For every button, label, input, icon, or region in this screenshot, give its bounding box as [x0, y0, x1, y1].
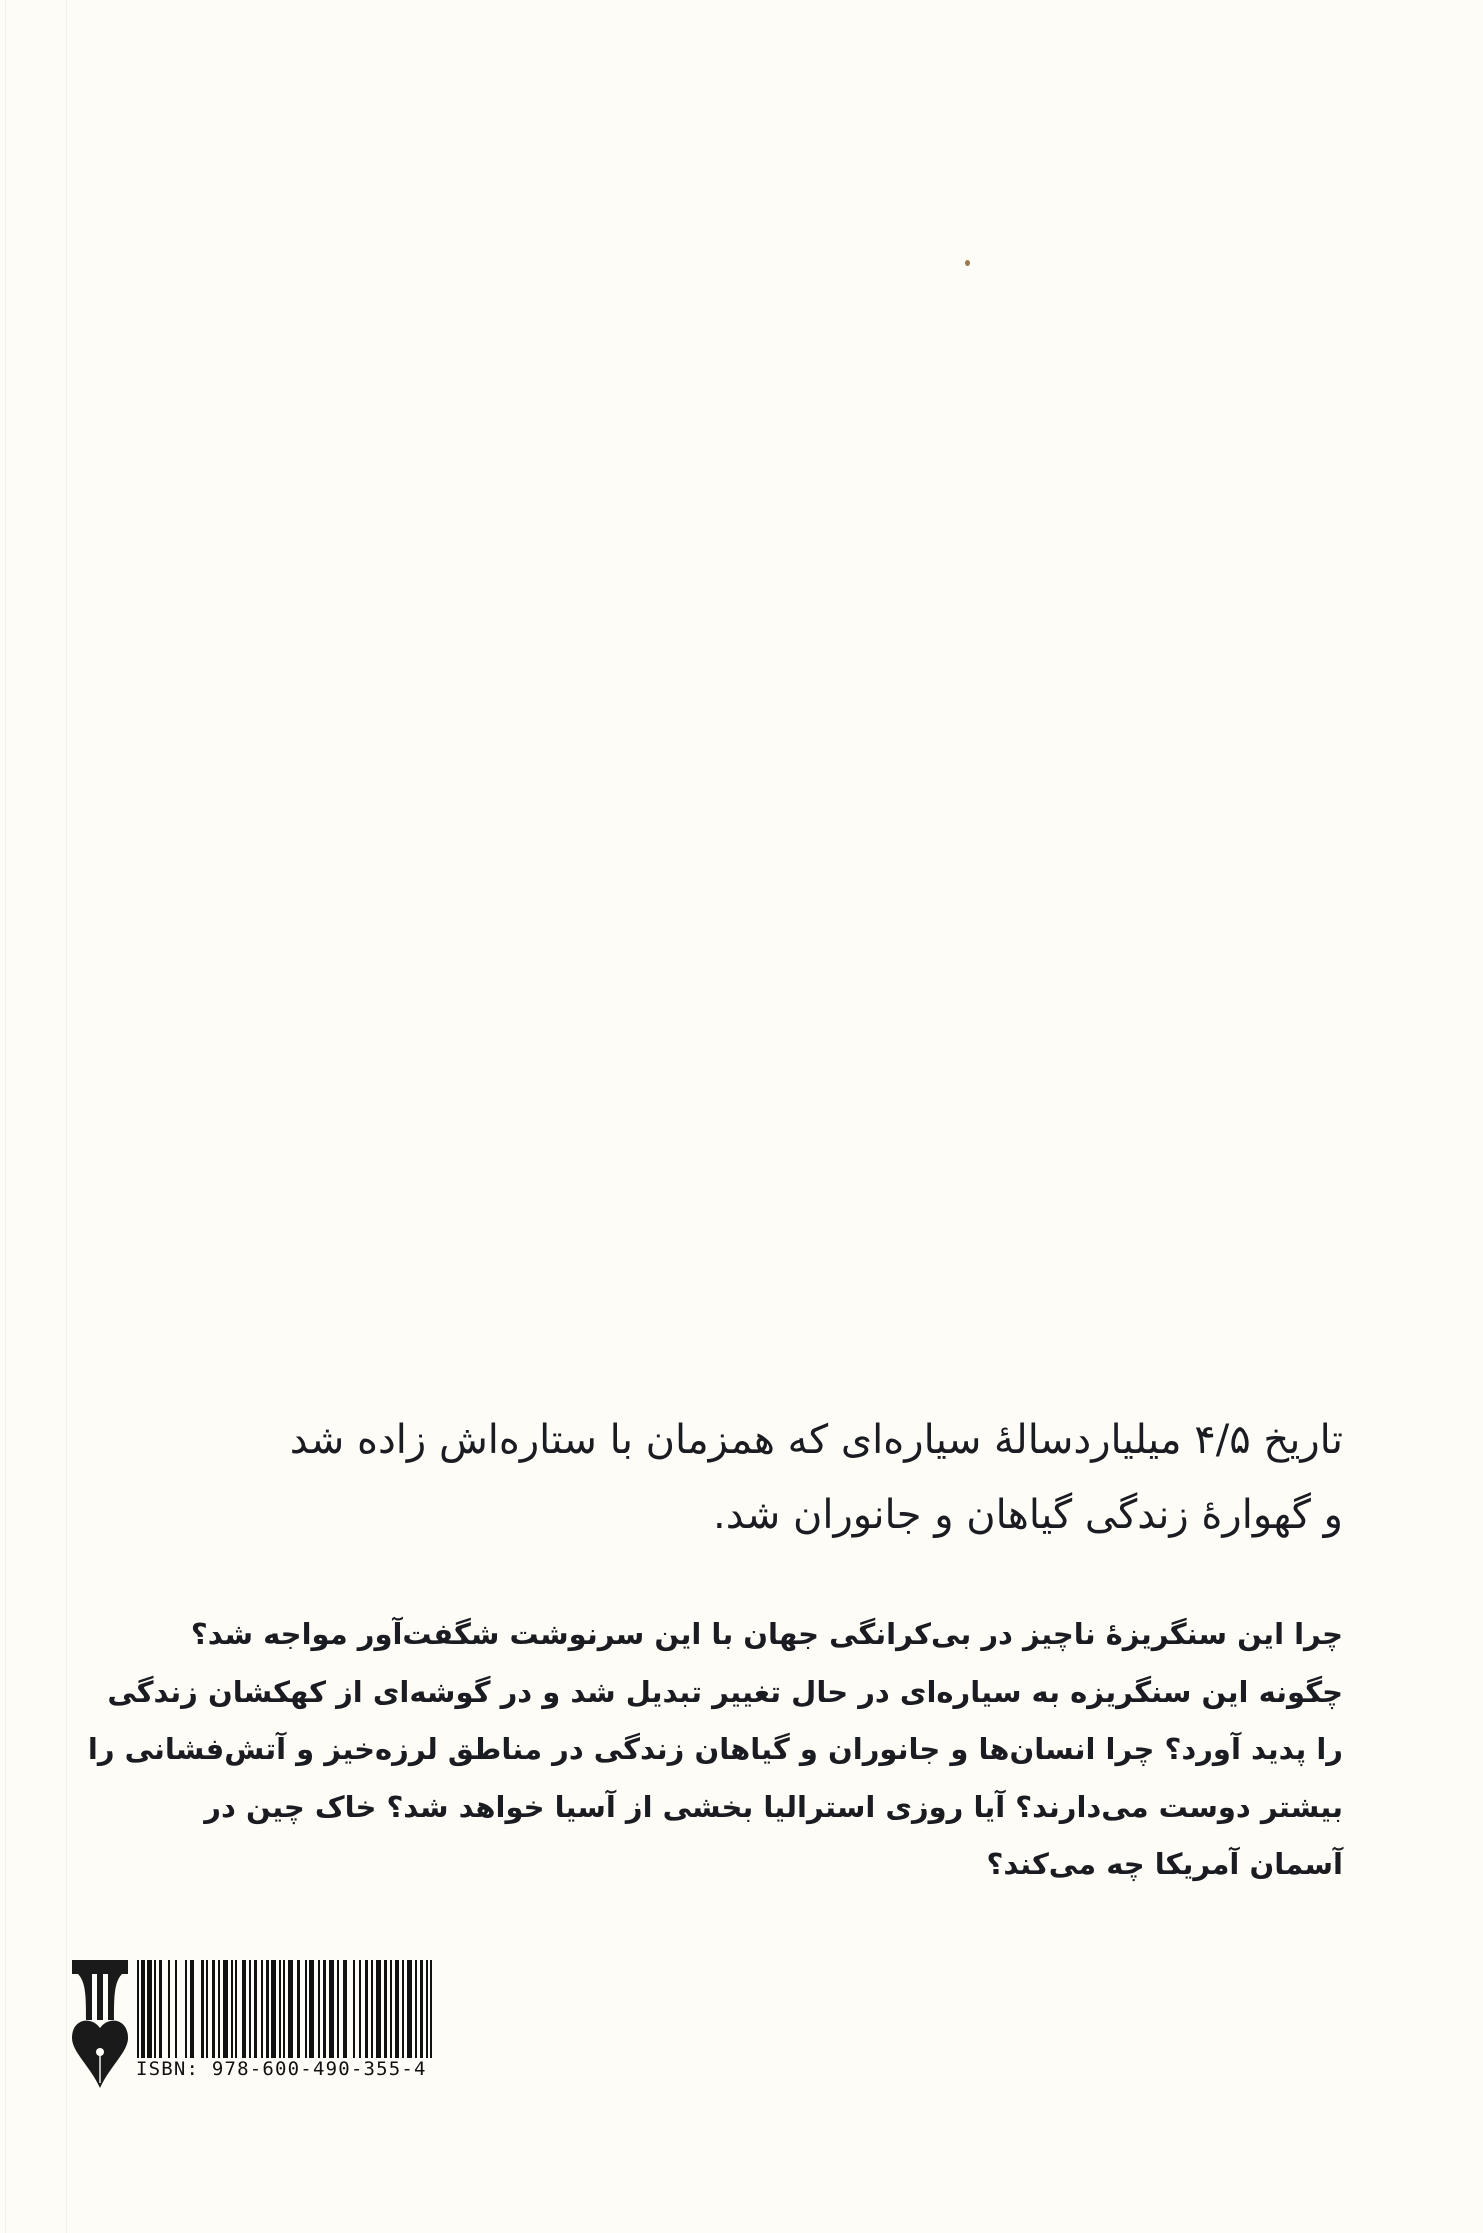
headline-line: و گهوارهٔ زندگی گیاهان و جانوران شد.	[713, 1492, 1343, 1538]
publisher-pen-nib-logo-icon	[70, 1958, 130, 2090]
headline-line: تاریخ ۴/۵ میلیاردسالهٔ سیاره‌ای که همزمان با ستاره‌اش زاده شد	[289, 1417, 1343, 1463]
body-line: چگونه این سنگریزه به سیاره‌ای در حال تغییر تبدیل شد و در گوشه‌ای از کهکشان زندگی	[107, 1674, 1343, 1709]
blurb-body	[87, 1606, 1343, 1894]
body-line: آسمان آمریکا چه می‌کند؟	[986, 1847, 1343, 1881]
body-line: چرا این سنگریزهٔ ناچیز در بی‌کرانگی جهان با این سرنوشت شگفت‌آور مواجه شد؟	[190, 1617, 1343, 1651]
paper-speck	[965, 260, 970, 266]
isbn-number: ISBN: 978-600-490-355-4	[136, 2058, 427, 2080]
spine-fold-line	[5, 0, 6, 2233]
body-line: بیشتر دوست می‌دارند؟ آیا روزی استرالیا بخشی از آسیا خواهد شد؟ خاک چین در	[204, 1789, 1343, 1824]
isbn-barcode	[135, 1960, 435, 2058]
blurb-headline	[289, 1403, 1343, 1553]
spine-fold-line	[66, 0, 67, 2233]
body-line: را پدید آورد؟ چرا انسان‌ها و جانوران و گیاهان زندگی در مناطق لرزه‌خیز و آتش‌فشانی را	[87, 1732, 1343, 1766]
